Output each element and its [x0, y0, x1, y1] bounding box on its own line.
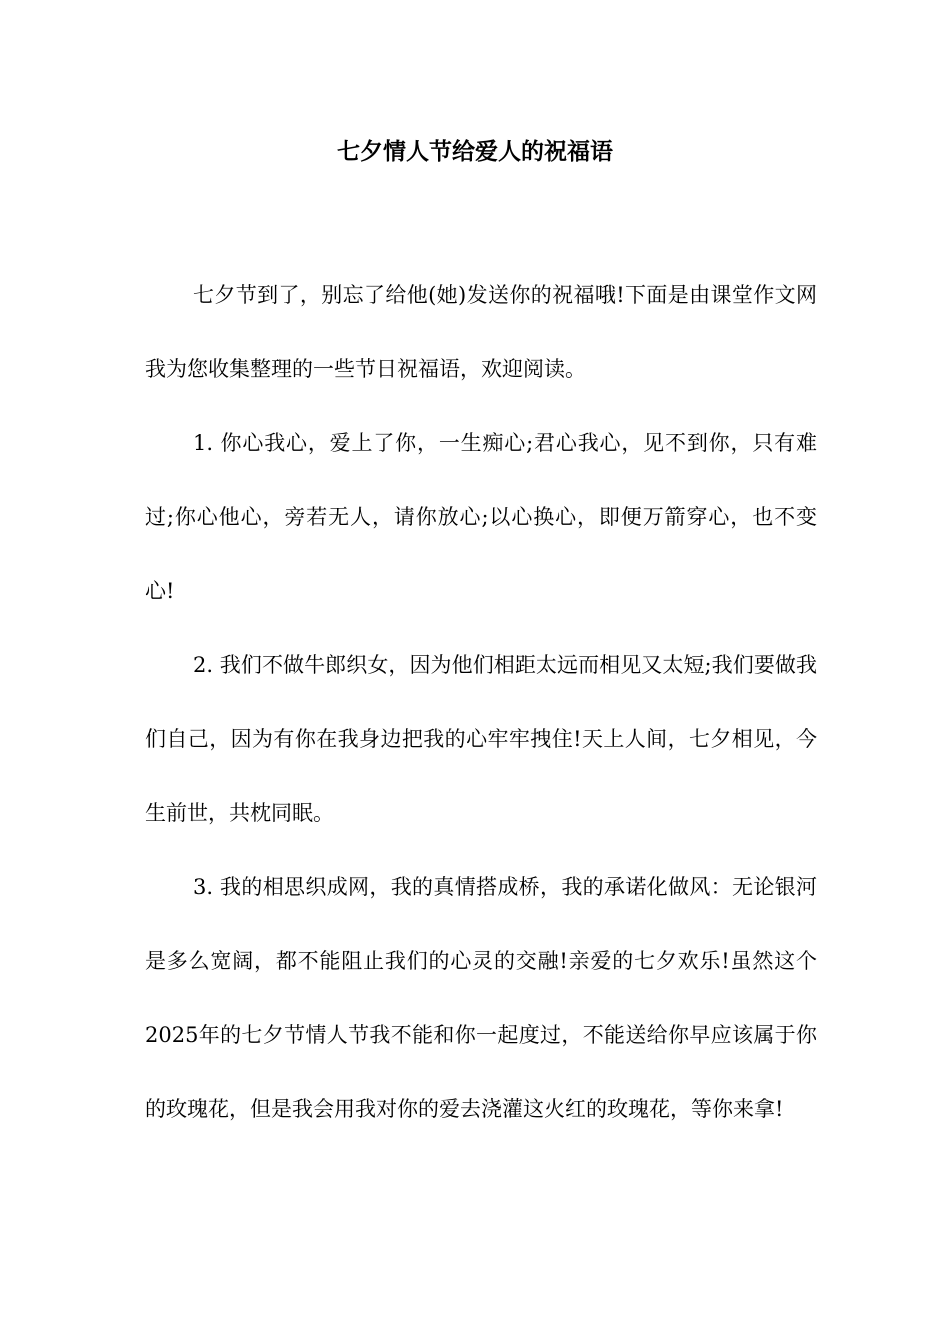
- paragraph-wish-3: 3. 我的相思织成网，我的真情搭成桥，我的承诺化做风：无论银河是多么宽阔，都不能阻止我们的心灵的交融!亲爱的七夕欢乐!虽然这个2025年的七夕节情人节我不能和你一起度过，不能送给你早应该属于你的玫瑰花，但是我会用我对你的爱去浇灌这火红的玫瑰花，等你来拿!: [145, 875, 817, 1121]
- paragraph-wish-1: 1. 你心我心，爱上了你，一生痴心;君心我心，见不到你，只有难过;你心他心，旁若无人，请你放心;以心换心，即便万箭穿心，也不变心!: [145, 431, 817, 603]
- paragraph-wish-2: 2. 我们不做牛郎织女，因为他们相距太远而相见又太短;我们要做我们自己，因为有你在我身边把我的心牢牢拽住!天上人间，七夕相见，今生前世，共枕同眠。: [145, 653, 817, 825]
- paragraph-intro: 七夕节到了，别忘了给他(她)发送你的祝福哦!下面是由课堂作文网我为您收集整理的一些节日祝福语，欢迎阅读。: [145, 283, 817, 381]
- document-body: [145, 258, 817, 1146]
- document-title: 七夕情人节给爱人的祝福语: [337, 138, 613, 165]
